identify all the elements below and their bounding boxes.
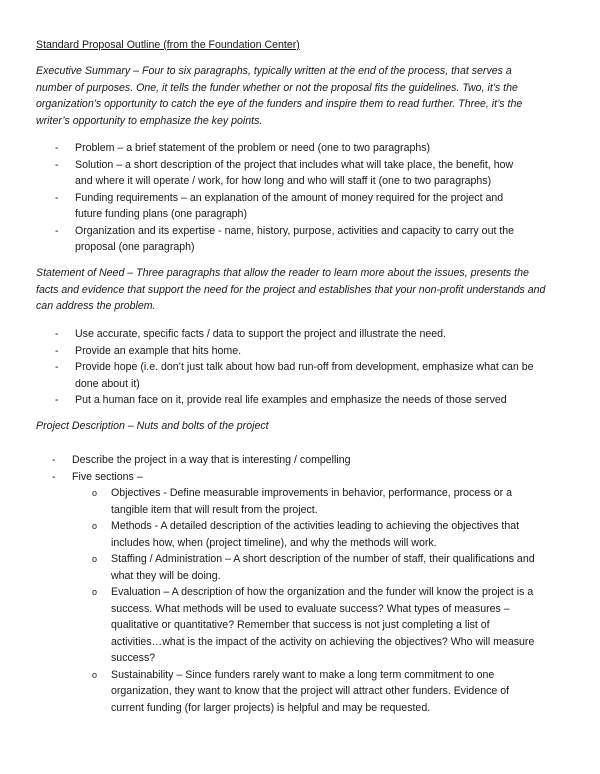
project-description-list <box>52 452 540 485</box>
list-item-text: Problem – a brief statement of the problem or need (one to two paragraphs) <box>75 142 431 154</box>
circle-bullet: o <box>92 669 98 680</box>
section-item <box>92 485 538 518</box>
dash-bullet: - <box>55 224 59 237</box>
list-item <box>55 223 533 256</box>
document-title: Standard Proposal Outline (from the Foundation Center) <box>36 39 300 51</box>
list-item <box>52 452 540 469</box>
section-item-text: Objectives - Define measurable improvements in behavior, performance, process or a tangible item that will result from the project. <box>111 487 512 516</box>
dash-bullet: - <box>55 344 59 357</box>
list-item-text: Put a human face on it, provide real life examples and emphasize the needs of those served <box>75 394 507 406</box>
list-item-text: Solution – a short description of the project that includes what will take place, the benefit, how and where it will operate / work, for how long and who will staff it (one to two paragraphs) <box>75 158 514 187</box>
section-item-text: Evaluation – A description of how the organization and the funder will know the project is a success. What methods will be used to evaluate success? What types of measures – qualitative or quantitative? Remember that success is not just completing a list of activities…what is the impact of the activity on achieving the objectives? Who will measure success? <box>111 586 535 664</box>
list-item <box>55 326 535 343</box>
dash-bullet: - <box>52 454 56 466</box>
dash-bullet: - <box>55 142 59 154</box>
list-item-text: Provide hope (i.e. don’t just talk about how bad run-off from development, emphasize what can be done about it) <box>75 361 534 390</box>
circle-bullet: o <box>92 488 98 498</box>
section-item <box>92 518 538 551</box>
list-item <box>55 343 535 360</box>
dash-bullet: - <box>55 191 59 204</box>
list-item-text: Use accurate, specific facts / data to support the project and illustrate the need. <box>75 328 446 340</box>
list-item-text: Describe the project in a way that is interesting / compelling <box>72 454 351 466</box>
dash-bullet: - <box>55 361 59 373</box>
executive-summary-list <box>55 140 533 256</box>
statement-of-need-list <box>55 326 535 409</box>
list-item <box>55 392 535 409</box>
section-item <box>92 551 538 584</box>
section-item-text: Staffing / Administration – A short description of the number of staff, their qualifications and what they will be doing. <box>111 553 535 582</box>
section-item <box>92 667 538 717</box>
list-item-text: Funding requirements – an explanation of the amount of money required for the project and future funding plans (one paragraph) <box>75 191 504 220</box>
dash-bullet: - <box>55 158 59 171</box>
circle-bullet: o <box>92 587 98 597</box>
list-item <box>55 190 533 223</box>
five-sections-list <box>92 485 538 716</box>
list-item <box>55 157 533 190</box>
section-item <box>92 584 538 667</box>
dash-bullet: - <box>55 328 59 340</box>
project-description-heading: Project Description – Nuts and bolts of the project <box>36 420 269 432</box>
dash-bullet: - <box>52 470 56 483</box>
list-item-text: Provide an example that hits home. <box>75 344 242 357</box>
list-item-text: Organization and its expertise - name, history, purpose, activities and capacity to carry out the proposal (one paragraph) <box>75 224 515 253</box>
executive-summary-paragraph: Executive Summary – Four to six paragraphs, typically written at the end of the process, that serves a number of purposes. One, it tells the funder whether or not the proposal fits the guidelines. Two, it’s the organization’s opportunity to catch the eye of the funders and inspire them to read further. Three, it’s the writer’s opportunity to emphasize the key points. <box>36 65 523 127</box>
circle-bullet: o <box>92 554 98 564</box>
list-item-text: Five sections – <box>72 470 143 483</box>
list-item <box>55 140 533 157</box>
list-item <box>55 359 535 392</box>
section-item-text: Sustainability – Since funders rarely want to make a long term commitment to one organization, they want to know that the project will attract other funders. Evidence of current funding (for larger projects) is helpful and may be requested. <box>111 668 510 714</box>
dash-bullet: - <box>55 394 59 406</box>
section-item-text: Methods - A detailed description of the activities leading to achieving the objectives that includes how, when (project timeline), and why the methods will work. <box>111 520 520 549</box>
circle-bullet: o <box>92 521 98 531</box>
statement-of-need-paragraph: Statement of Need – Three paragraphs that allow the reader to learn more about the issues, presents the facts and evidence that support the need for the project and establishes that your non-profit understands and can address the problem. <box>36 267 546 312</box>
list-item <box>52 469 540 486</box>
